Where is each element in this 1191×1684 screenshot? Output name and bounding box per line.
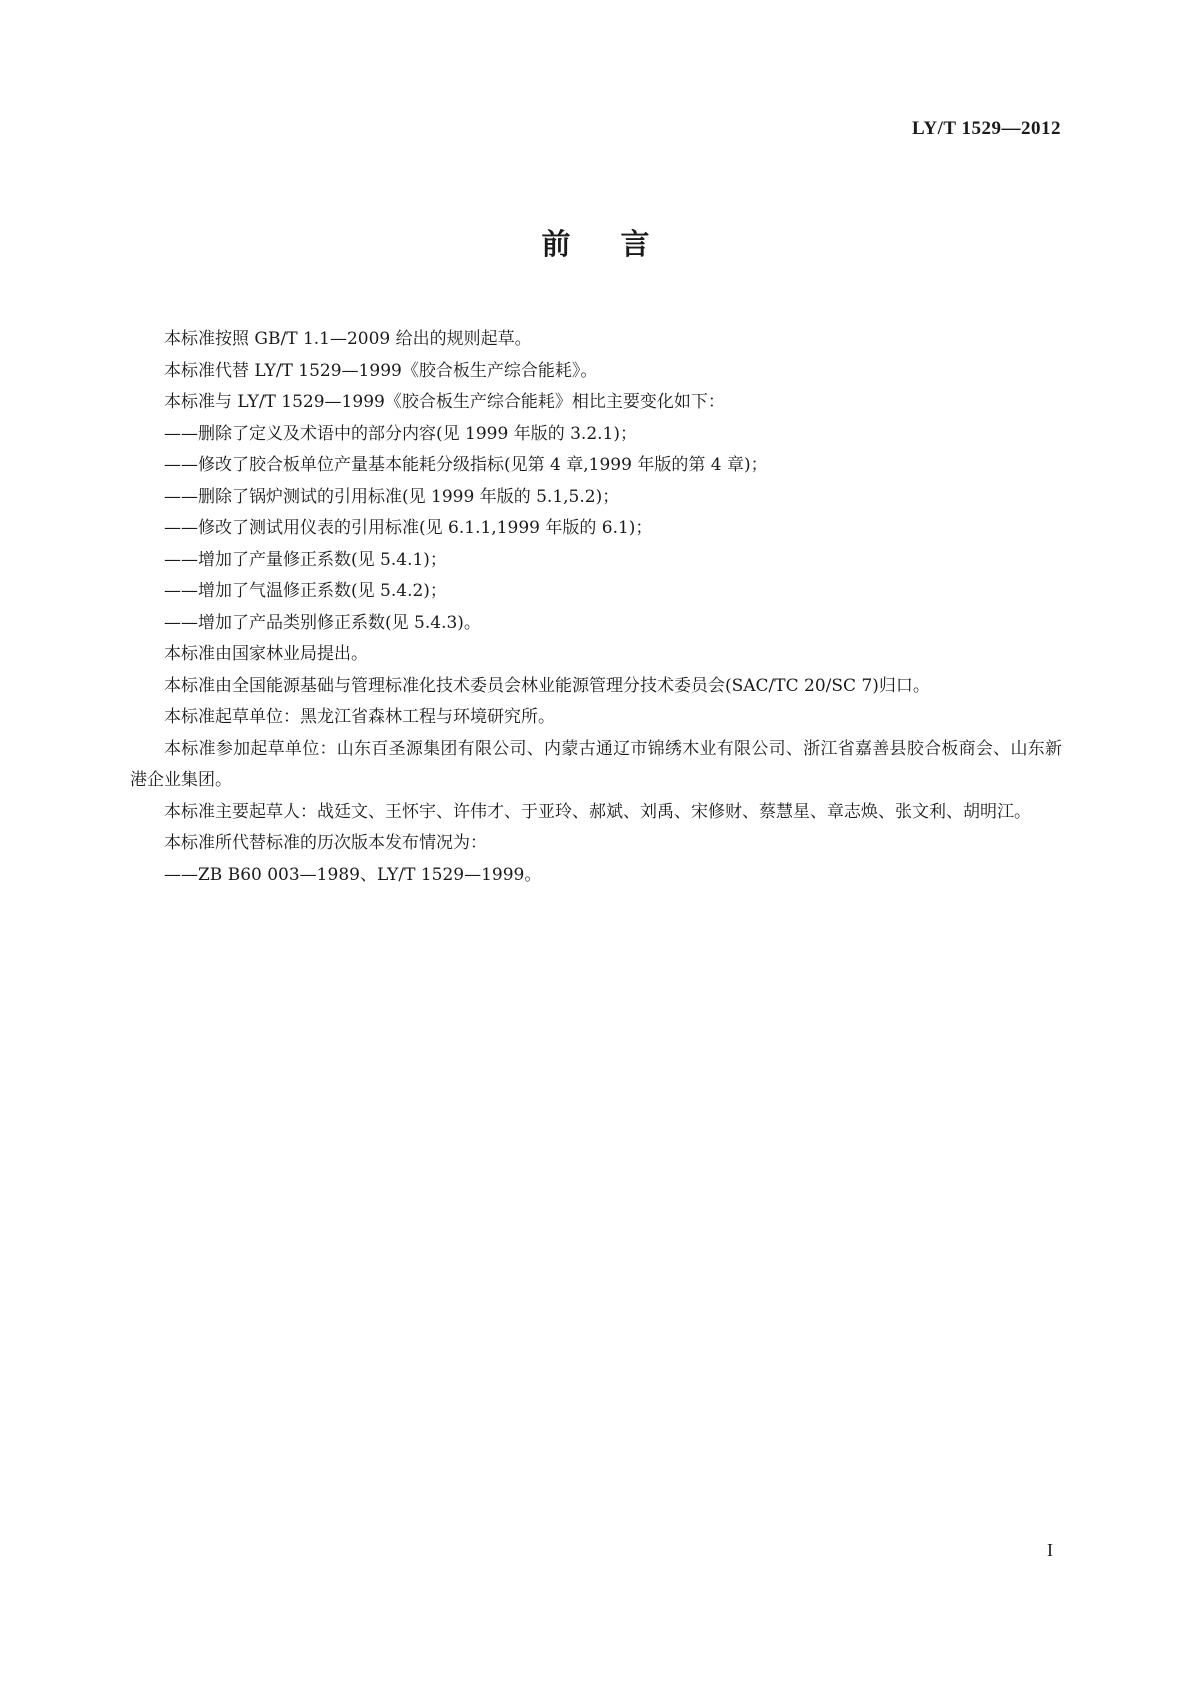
paragraph-drafting-rules: 本标准按照 GB/T 1.1—2009 给出的规则起草。	[164, 329, 532, 349]
change-item: ——增加了气温修正系数(见 5.4.2)；	[164, 581, 447, 601]
change-item: ——修改了胶合板单位产量基本能耗分级指标(见第 4 章,1999 年版的第 4 章)；	[164, 455, 768, 475]
paragraph-drafting-unit: 本标准起草单位：黑龙江省森林工程与环境研究所。	[164, 707, 555, 727]
paragraph-participating-units: 本标准参加起草单位：山东百圣源集团有限公司、内蒙古通辽市锦绣木业有限公司、浙江省嘉善县胶合板商会、山东新港企业集团。	[130, 738, 1062, 790]
page-number: I	[1047, 1540, 1053, 1560]
paragraph-replaces: 本标准代替 LY/T 1529—1999《胶合板生产综合能耗》。	[164, 360, 598, 381]
change-item: ——删除了定义及术语中的部分内容(见 1999 年版的 3.2.1)；	[164, 423, 637, 444]
page-title: 前言	[541, 227, 700, 261]
change-item: ——修改了测试用仪表的引用标准(见 6.1.1,1999 年版的 6.1)；	[164, 518, 653, 538]
paragraph-proposer: 本标准由国家林业局提出。	[164, 644, 368, 664]
change-item: ——增加了产品类别修正系数(见 5.4.3)。	[164, 612, 481, 633]
paragraph-history-intro: 本标准所代替标准的历次版本发布情况为：	[164, 833, 487, 853]
change-item: ——增加了产量修正系数(见 5.4.1)；	[164, 549, 447, 570]
history-item: ——ZB B60 003—1989、LY/T 1529—1999。	[164, 864, 542, 885]
paragraph-changes-intro: 本标准与 LY/T 1529—1999《胶合板生产综合能耗》相比主要变化如下：	[164, 392, 725, 412]
change-item: ——删除了锅炉测试的引用标准(见 1999 年版的 5.1,5.2)；	[164, 486, 620, 507]
paragraph-main-drafters: 本标准主要起草人：战廷文、王怀宇、许伟才、于亚玲、郝斌、刘禹、宋修财、蔡慧星、章志焕、张文利、胡明江。	[164, 801, 1031, 822]
paragraph-committee: 本标准由全国能源基础与管理标准化技术委员会林业能源管理分技术委员会(SAC/TC 20/SC 7)归口。	[164, 675, 930, 696]
standard-code: LY/T 1529—2012	[911, 118, 1061, 139]
foreword-body	[130, 324, 1062, 891]
